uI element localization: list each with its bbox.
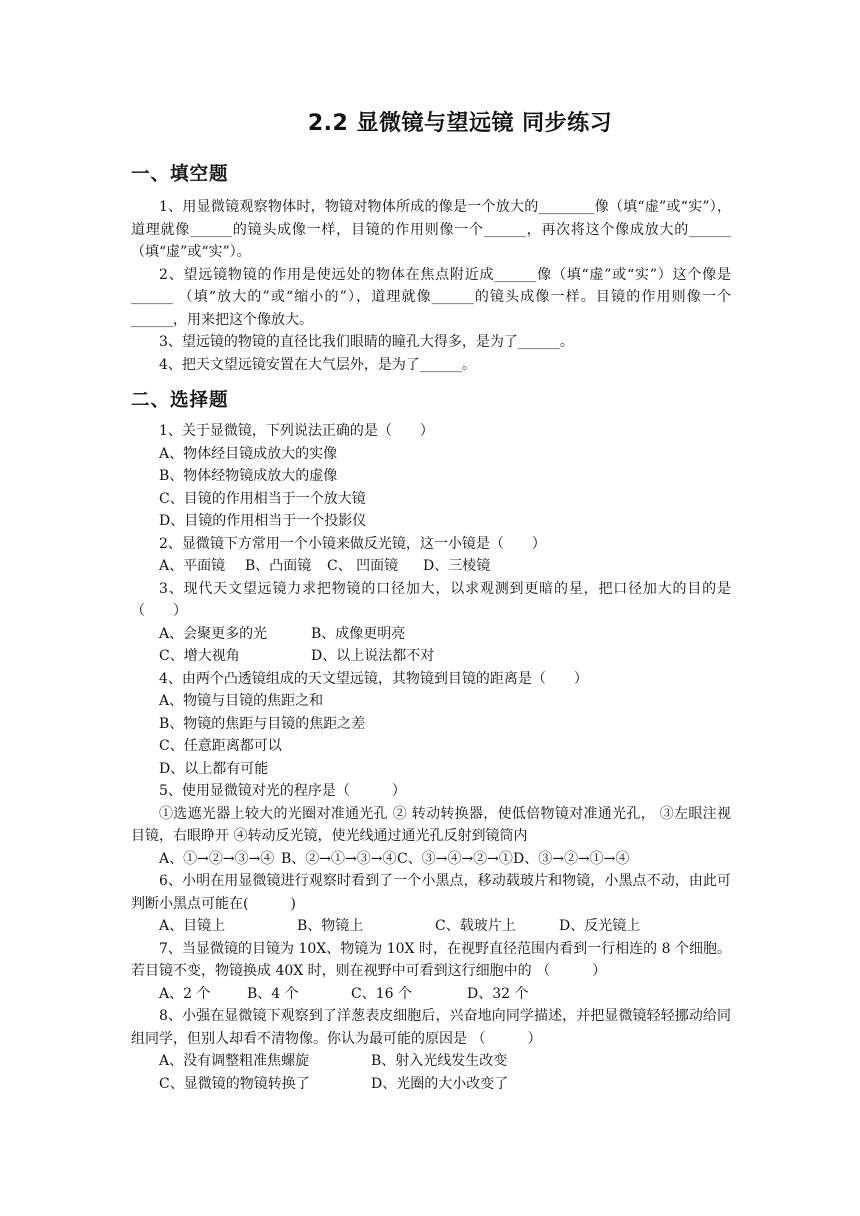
choice-question-1-stem: 1、关于显微镜，下列说法正确的是（ ） xyxy=(159,423,434,439)
choice-question-7-stem: 7、当显微镜的目镜为 10X、物镜为 10X 时，在视野直径范围内看到一行相连的 8 个细胞。若目镜不变，物镜换成 40X 时，则在视野中可看到这行细胞中的 （ ） xyxy=(131,940,731,979)
choice-option: B、物镜的焦距与目镜的焦距之差 xyxy=(159,715,366,732)
choice-option: C、增大视角 xyxy=(159,648,240,664)
choice-option: D、反光镜上 xyxy=(559,918,641,934)
choice-question-4-stem: 4、由两个凸透镜组成的天文望远镜，其物镜到目镜的距离是（ ） xyxy=(159,670,588,687)
choice-question-6-stem: 6、小明在用显微镜进行观察时看到了一个小黑点，移动载玻片和物镜，小黑点不动，由此可判断小黑点可能在( ) xyxy=(131,873,731,912)
choice-question-8-stem: 8、小强在显微镜下观察到了洋葱表皮细胞后，兴奋地向同学描述，并把显微镜轻轻挪动给同组同学，但别人却看不清物像。你认为最可能的原因是 （ ） xyxy=(131,1008,731,1047)
choice-option: A、物体经目镜成放大的实像 xyxy=(159,445,338,462)
choice-option: C、16 个 xyxy=(351,985,412,1002)
choice-question-5-stem: 5、使用显微镜对光的程序是（ ） xyxy=(159,783,406,799)
choice-question-3-stem: 3、现代天文望远镜力求把物镜的口径加大，以求观测到更暗的星，把口径加大的目的是（ ） xyxy=(131,580,731,619)
choice-options-row xyxy=(131,1050,731,1073)
choice-option: B、4 个 xyxy=(247,985,299,1002)
fill-blank-question-4: 4、把天文望远镜安置在大气层外，是为了______。 xyxy=(159,356,476,373)
choice-option: D、③→②→①→④ xyxy=(513,850,630,867)
choice-option: C、 凹面镜 xyxy=(327,558,399,574)
choice-options-row xyxy=(131,645,731,668)
choice-option: B、物体经物镜成放大的虚像 xyxy=(159,468,338,484)
choice-option: C、目镜的作用相当于一个放大镜 xyxy=(159,490,366,507)
fill-blank-section xyxy=(131,196,731,376)
choice-option: D、三棱镜 xyxy=(423,558,491,574)
choice-option: D、以上说法都不对 xyxy=(311,648,435,664)
choice-option: C、显微镜的物镜转换了 xyxy=(159,1075,310,1092)
choice-option: D、32 个 xyxy=(467,985,529,1002)
choice-option: D、以上都有可能 xyxy=(159,760,269,777)
choice-option: C、载玻片上 xyxy=(435,918,516,934)
choice-option: D、目镜的作用相当于一个投影仪 xyxy=(159,513,367,529)
choice-option: C、任意距离都可以 xyxy=(159,738,282,754)
choice-question-5-detail: ①选遮光器上较大的光圈对准通光孔 ② 转动转换器，使低倍物镜对准通光孔， ③左眼注视目镜，右眼睁开 ④转动反光镜，使光线通过通光孔反射到镜筒内 xyxy=(131,805,731,844)
choice-option: C、③→④→②→① xyxy=(397,850,513,867)
choice-option: B、物镜上 xyxy=(297,918,364,934)
choice-question-2-stem: 2、显微镜下方常用一个小镜来做反光镜，这一小镜是（ ） xyxy=(159,535,546,552)
choice-options-row xyxy=(131,848,731,871)
choice-options-row xyxy=(131,623,731,646)
choice-option: A、没有调整粗准焦螺旋 xyxy=(159,1053,310,1069)
choice-options-row xyxy=(131,915,731,938)
choice-option: A、会聚更多的光 xyxy=(159,625,268,642)
choice-options-row xyxy=(131,555,731,578)
choice-option: D、光圈的大小改变了 xyxy=(371,1075,509,1092)
choice-option: B、成像更明亮 xyxy=(311,625,406,642)
section-heading-fill-blank: 一、填空题 xyxy=(131,164,229,185)
fill-blank-question-2: 2、望远镜物镜的作用是使远处的物体在焦点附近成______像（填“虚”或“实”）这个像是______ （填“放大的”或“缩小的”），道理就像______的镜头成像一样。目镜的作用则像一个______，用来把这个像放大。 xyxy=(131,266,731,328)
choice-option: A、物镜与目镜的焦距之和 xyxy=(159,693,324,709)
choice-section xyxy=(131,420,731,1095)
page-title: 2.2 显微镜与望远镜 同步练习 xyxy=(307,111,613,136)
fill-blank-question-1: 1、用显微镜观察物体时，物镜对物体所成的像是一个放大的________像（填“虚”或“实”），道理就像______的镜头成像一样，目镜的作用则像一个______，再次将这个像成放大的______（填“虚”或“实”）。 xyxy=(131,199,731,260)
choice-options-row xyxy=(131,1073,731,1096)
section-heading-choice: 二、选择题 xyxy=(131,390,229,411)
choice-option: A、目镜上 xyxy=(159,918,226,934)
choice-option: A、2 个 xyxy=(159,985,211,1002)
choice-option: B、②→①→③→④ xyxy=(281,850,397,867)
choice-option: B、射入光线发生改变 xyxy=(371,1053,508,1069)
fill-blank-question-3: 3、望远镜的物镜的直径比我们眼睛的瞳孔大得多，是为了______。 xyxy=(159,334,574,350)
choice-options-row xyxy=(131,983,731,1006)
choice-option: B、凸面镜 xyxy=(245,558,312,574)
choice-option: A、平面镜 xyxy=(159,558,226,574)
choice-option: A、①→②→③→④ xyxy=(159,850,275,867)
